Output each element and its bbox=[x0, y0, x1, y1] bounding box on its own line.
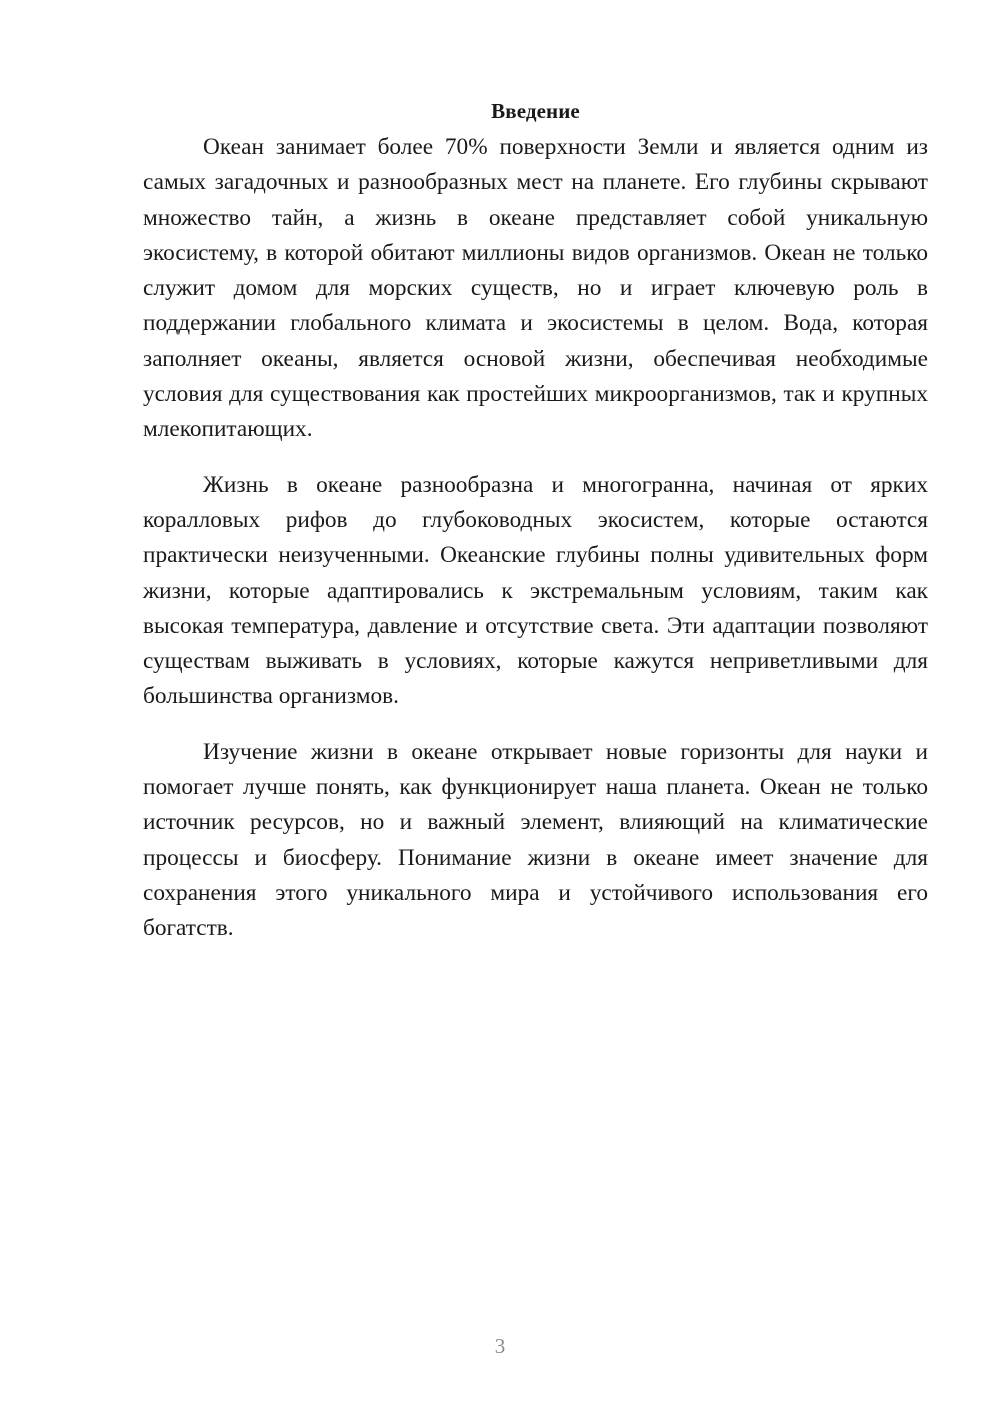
paragraph-2: Жизнь в океане разнообразна и многогранна, начиная от ярких коралловых рифов до глубоководных экосистем, которые остаются практически неизученными. Океанские глубины полны удивительных форм жизни, которые адаптировались к экстремальным условиям, таким как высокая температура, давление и отсутствие света. Эти адаптации позволяют существам выживать в условиях, которые кажутся неприветливыми для большинства организмов. bbox=[143, 471, 928, 710]
paragraph-1: Океан занимает более 70% поверхности Земли и является одним из самых загадочных и разнообразных мест на планете. Его глубины скрывают множество тайн, а жизнь в океане представляет собой уникальную экосистему, в которой обитают миллионы видов организмов. Океан не только служит домом для морских существ, но и играет ключевую роль в поддержании глобального климата и экосистемы в целом. Вода, которая заполняет океаны, является основой жизни, обеспечивая необходимые условия для существования как простейших микроорганизмов, так и крупных млекопитающих. bbox=[143, 134, 928, 443]
section-heading: Введение bbox=[491, 99, 580, 123]
page-number: 3 bbox=[494, 1334, 506, 1358]
page-content bbox=[143, 96, 928, 967]
paragraph-3: Изучение жизни в океане открывает новые горизонты для науки и помогает лучше понять, как функционирует наша планета. Океан не только источник ресурсов, но и важный элемент, влияющий на климатические процессы и биосферу. Понимание жизни в океане имеет значение для сохранения этого уникального мира и устойчивого использования его богатств. bbox=[143, 738, 928, 942]
